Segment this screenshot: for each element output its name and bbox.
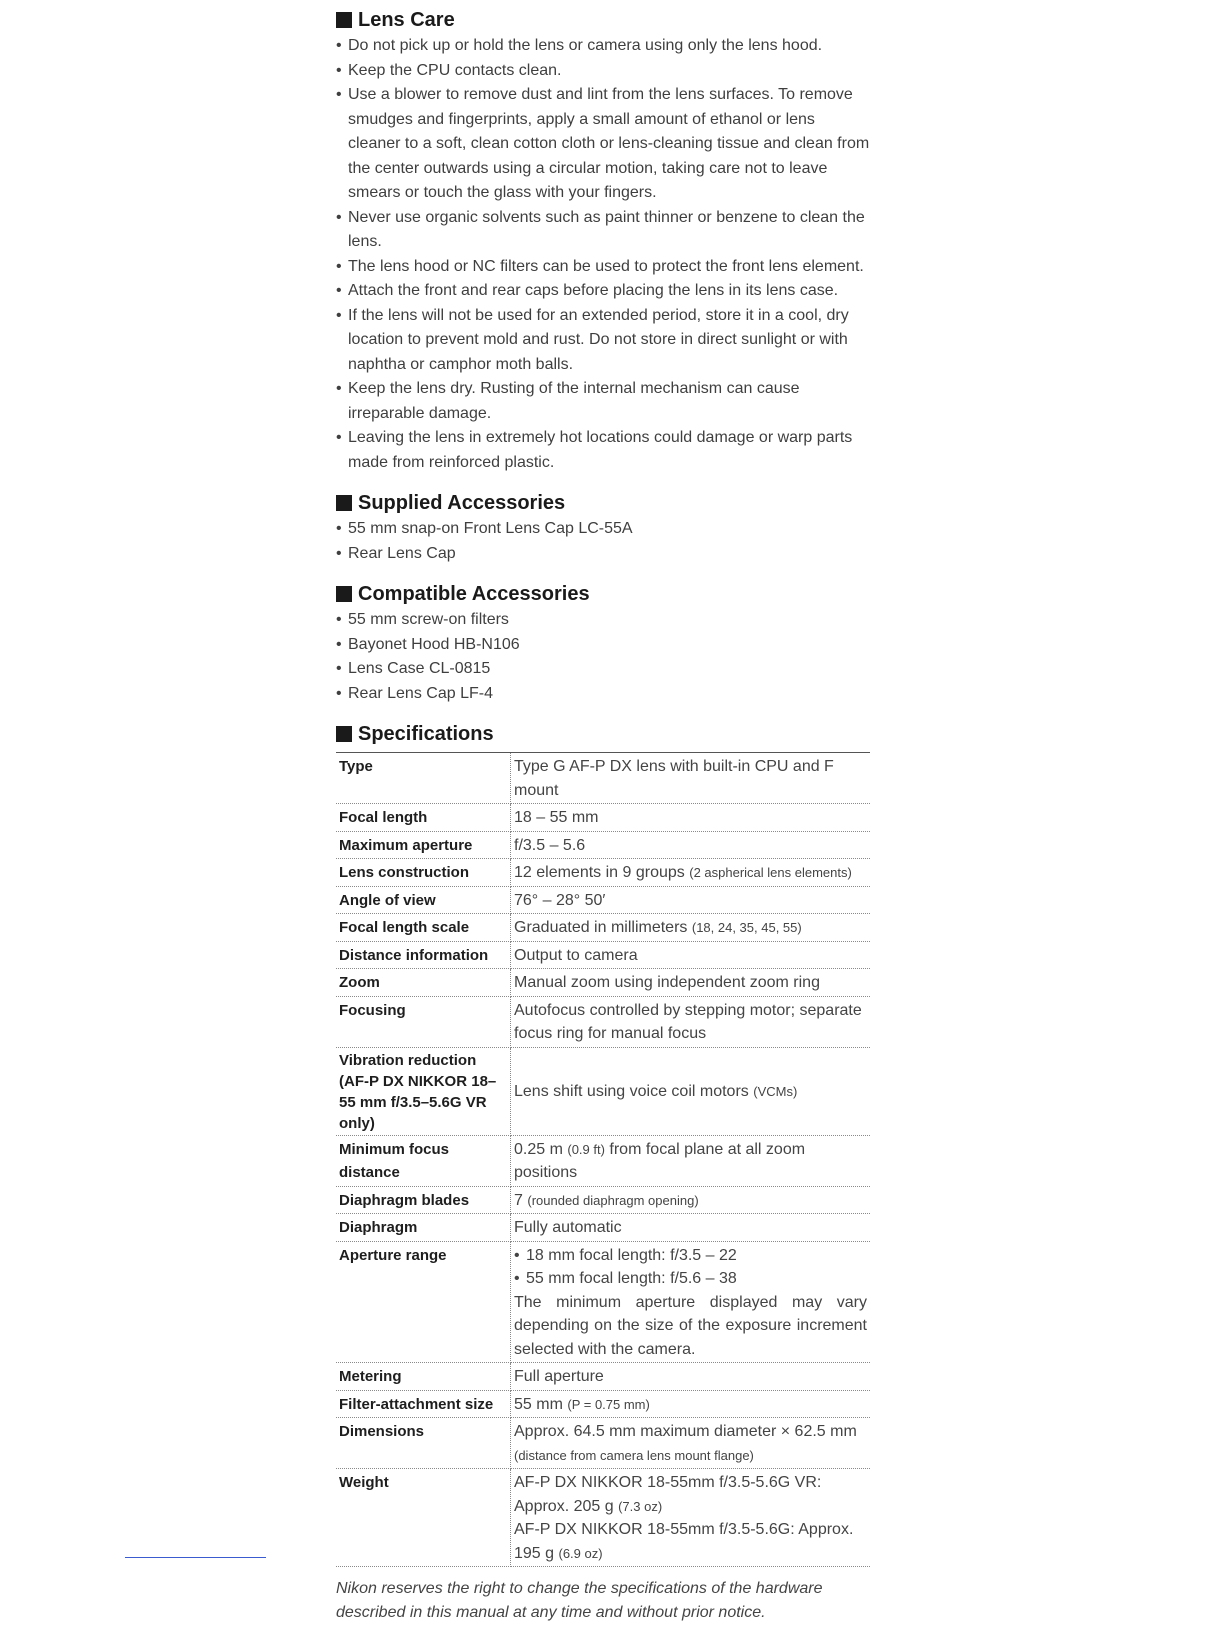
spec-label: Aperture range — [336, 1241, 511, 1363]
table-row — [336, 914, 870, 942]
table-row — [336, 969, 870, 997]
table-row — [336, 941, 870, 969]
table-row — [336, 753, 870, 804]
table-row — [336, 1418, 870, 1469]
table-row — [336, 1135, 870, 1186]
list-item: • Rear Lens Cap LF-4 — [336, 684, 493, 702]
list-item: • Use a blower to remove dust and lint from the lens surfaces. To remove smudges and fingerprints, apply a small amount of ethanol or lens cleaner to a soft, clean cotton cloth or lens-cleaning tissue and clean from the center outwards using a circular motion, taking care not to leave smears or touch the glass with your fingers. — [336, 86, 870, 201]
list-item: • 55 mm screw-on filters — [336, 611, 509, 628]
table-row — [336, 1214, 870, 1242]
aperture-range-list — [514, 1244, 867, 1291]
spec-value: Approx. 64.5 mm maximum diameter × 62.5 mm (distance from camera lens mount flange) — [511, 1418, 871, 1469]
spec-label: Angle of view — [336, 886, 511, 914]
compatible-accessories-heading — [336, 580, 870, 608]
table-row — [336, 804, 870, 832]
table-row — [336, 831, 870, 859]
spec-value: Output to camera — [511, 941, 871, 969]
spec-label: Weight — [336, 1469, 511, 1567]
specifications-heading — [336, 720, 870, 748]
spec-label: Minimum focus distance — [336, 1135, 511, 1186]
supplied-accessories-title: Supplied Accessories — [358, 491, 566, 514]
spec-label: Type — [336, 753, 511, 804]
spec-value: 12 elements in 9 groups (2 aspherical lens elements) — [511, 859, 871, 887]
table-row — [336, 1469, 870, 1567]
aperture-range-note: The minimum aperture displayed may vary depending on the size of the exposure increment selected with the camera. — [514, 1293, 867, 1358]
table-row — [336, 1186, 870, 1214]
spec-label: Lens construction — [336, 859, 511, 887]
spec-label: Focusing — [336, 996, 511, 1047]
table-row — [336, 996, 870, 1047]
table-row — [336, 1390, 870, 1418]
list-item: • 55 mm focal length: f/5.6 – 38 — [514, 1270, 737, 1287]
table-row — [336, 1363, 870, 1391]
square-bullet-icon — [336, 726, 352, 742]
spec-label: Maximum aperture — [336, 831, 511, 859]
lens-care-title: Lens Care — [358, 8, 455, 31]
list-item: • Do not pick up or hold the lens or camera using only the lens hood. — [336, 37, 823, 54]
square-bullet-icon — [336, 586, 352, 602]
spec-value: Full aperture — [511, 1363, 871, 1391]
specifications-table — [336, 752, 870, 1567]
list-item: • If the lens will not be used for an extended period, store it in a cool, dry location to prevent mold and rust. Do not store in direct sunlight or with naphtha or camphor moth balls. — [336, 306, 849, 373]
spec-value: f/3.5 – 5.6 — [511, 831, 871, 859]
list-item: • Leaving the lens in extremely hot locations could damage or warp parts made from reinforced plastic. — [336, 429, 853, 471]
square-bullet-icon — [336, 495, 352, 511]
list-item: • The lens hood or NC filters can be used to protect the front lens element. — [336, 257, 864, 275]
compatible-accessories-list — [336, 608, 870, 706]
lens-care-list — [336, 34, 870, 475]
list-item: • Lens Case CL-0815 — [336, 660, 491, 677]
list-item: • 18 mm focal length: f/3.5 – 22 — [514, 1246, 737, 1264]
spec-label: Focal length — [336, 804, 511, 832]
list-item: • Keep the lens dry. Rusting of the internal mechanism can cause irreparable damage. — [336, 380, 800, 422]
spec-value: Fully automatic — [511, 1214, 871, 1242]
spec-label: Zoom — [336, 969, 511, 997]
table-row — [336, 886, 870, 914]
spec-label: Vibration reduction (AF-P DX NIKKOR 18–55 mm f/3.5–5.6G VR only) — [336, 1047, 511, 1135]
list-item: • Rear Lens Cap — [336, 544, 456, 562]
spec-value — [511, 1241, 871, 1363]
spec-value: AF-P DX NIKKOR 18-55mm f/3.5-5.6G VR: Approx. 205 g (7.3 oz) AF-P DX NIKKOR 18-55mm f/3.5-5.6G: Approx. 195 g (6.9 oz) — [511, 1469, 871, 1567]
spec-value: Autofocus controlled by stepping motor; separate focus ring for manual focus — [511, 996, 871, 1047]
table-row — [336, 1047, 870, 1135]
spec-value: 18 – 55 mm — [511, 804, 871, 832]
spec-value: Type G AF-P DX lens with built-in CPU and F mount — [511, 753, 871, 804]
spec-value: 55 mm (P = 0.75 mm) — [511, 1390, 871, 1418]
spec-label: Focal length scale — [336, 914, 511, 942]
spec-value: 0.25 m (0.9 ft) from focal plane at all zoom positions — [511, 1135, 871, 1186]
supplied-accessories-list — [336, 517, 870, 566]
spec-value: 76° – 28° 50′ — [511, 886, 871, 914]
spec-value: Manual zoom using independent zoom ring — [511, 969, 871, 997]
table-row — [336, 859, 870, 887]
table-row — [336, 1241, 870, 1363]
square-bullet-icon — [336, 12, 352, 28]
spec-value: Lens shift using voice coil motors (VCMs) — [511, 1047, 871, 1135]
spec-value: 7 (rounded diaphragm opening) — [511, 1186, 871, 1214]
spec-label: Metering — [336, 1363, 511, 1391]
divider — [125, 1557, 266, 1558]
list-item: • Never use organic solvents such as paint thinner or benzene to clean the lens. — [336, 208, 865, 250]
compatible-accessories-title: Compatible Accessories — [358, 582, 590, 605]
list-item: • 55 mm snap-on Front Lens Cap LC-55A — [336, 520, 633, 537]
spec-value: Graduated in millimeters (18, 24, 35, 45, 55) — [511, 914, 871, 942]
spec-label: Dimensions — [336, 1418, 511, 1469]
spec-label: Distance information — [336, 941, 511, 969]
lens-care-heading — [336, 6, 870, 34]
list-item: • Attach the front and rear caps before placing the lens in its lens case. — [336, 282, 839, 299]
spec-label: Filter-attachment size — [336, 1390, 511, 1418]
specifications-title: Specifications — [358, 722, 494, 745]
spec-label: Diaphragm — [336, 1214, 511, 1242]
list-item: • Bayonet Hood HB-N106 — [336, 635, 520, 653]
specifications-notice: Nikon reserves the right to change the specifications of the hardware described in this manual at any time and without prior notice. — [336, 1580, 823, 1621]
manual-page — [336, 6, 870, 1641]
supplied-accessories-heading — [336, 489, 870, 517]
list-item: • Keep the CPU contacts clean. — [336, 61, 562, 79]
spec-label: Diaphragm blades — [336, 1186, 511, 1214]
